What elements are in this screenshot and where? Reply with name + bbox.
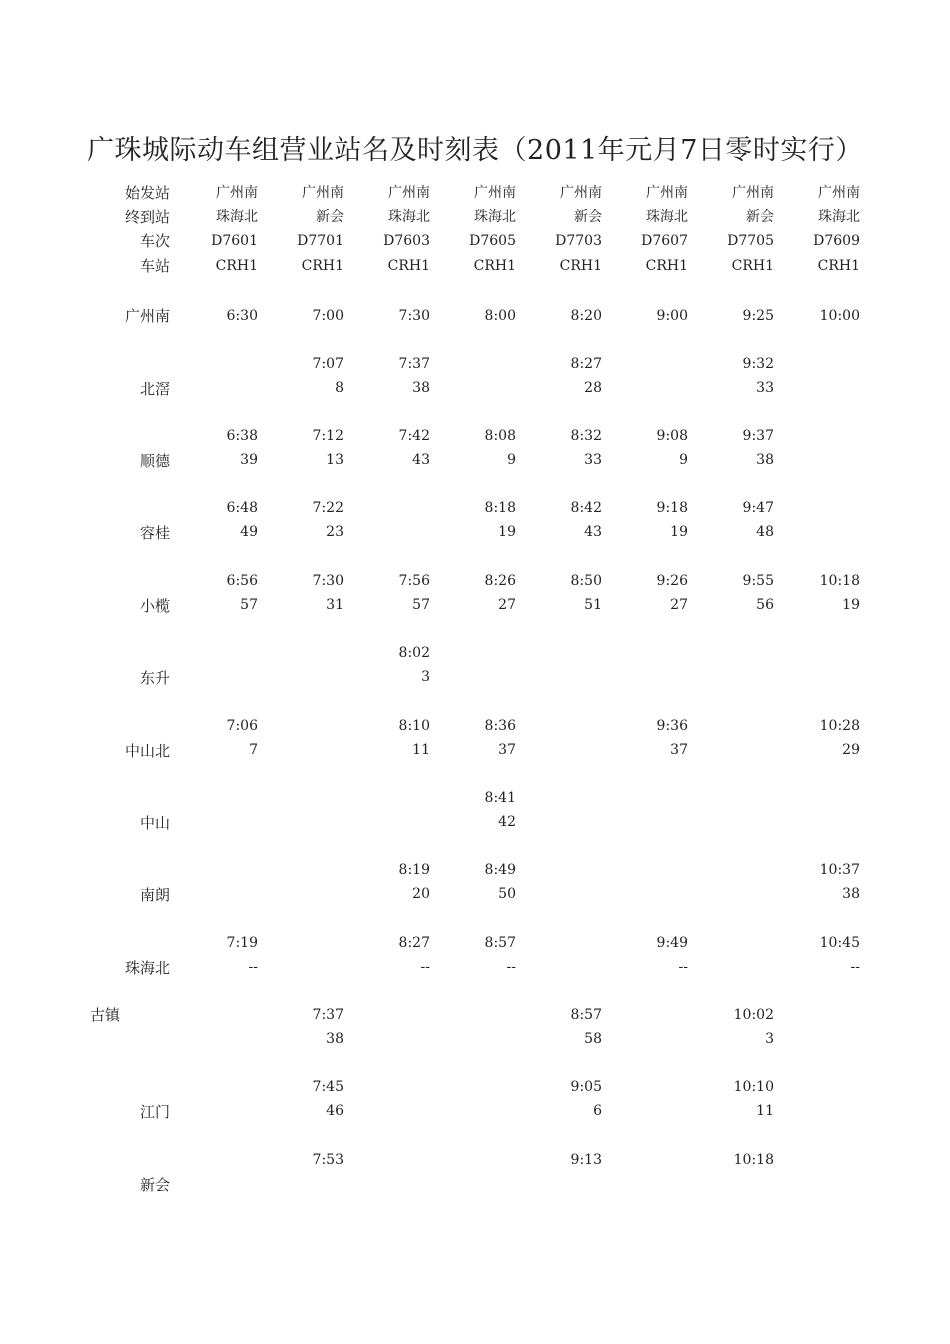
header-cell: CRH1 (215, 258, 258, 274)
arrival-time: 10:37 (819, 862, 860, 878)
header-cell: 新会 (316, 209, 344, 225)
departure-time: 43 (584, 524, 602, 540)
arrival-time: 9:37 (742, 428, 774, 444)
departure-time: 7:00 (312, 308, 344, 324)
header-cell: D7607 (641, 233, 688, 249)
header-cell: 珠海北 (388, 209, 430, 225)
header-cell: 广州南 (560, 185, 602, 201)
arrival-time: 8:41 (484, 790, 516, 806)
arrival-time: 8:02 (398, 645, 430, 661)
arrival-time: 10:18 (819, 573, 860, 589)
header-cell: 新会 (746, 209, 774, 225)
arrival-time: 8:36 (484, 718, 516, 734)
header-row-label: 始发站 (124, 184, 170, 202)
arrival-time: 7:07 (312, 356, 344, 372)
header-cell: 广州南 (216, 185, 258, 201)
station-name: 中山北 (124, 742, 170, 760)
header-cell: D7603 (383, 233, 430, 249)
station-name: 东升 (139, 669, 170, 687)
header-cell: 广州南 (818, 185, 860, 201)
departure-time: 11 (412, 742, 430, 758)
departure-time: 3 (421, 669, 430, 685)
departure-time: 28 (584, 380, 602, 396)
arrival-time: 10:02 (733, 1007, 774, 1023)
header-cell: 广州南 (302, 185, 344, 201)
departure-time: 57 (240, 597, 258, 613)
arrival-time: 8:27 (570, 356, 602, 372)
header-cell: CRH1 (645, 258, 688, 274)
station-name: 小榄 (139, 597, 170, 615)
departure-time: 20 (412, 886, 430, 902)
arrival-time: 10:28 (819, 718, 860, 734)
departure-time: 19 (842, 597, 860, 613)
departure-time: 23 (326, 524, 344, 540)
arrival-time: 8:19 (398, 862, 430, 878)
departure-time: 27 (670, 597, 688, 613)
arrival-time: 8:18 (484, 500, 516, 516)
departure-time: 38 (412, 380, 430, 396)
arrival-time: 7:30 (312, 573, 344, 589)
arrival-time: 8:42 (570, 500, 602, 516)
departure-time: 9:00 (656, 308, 688, 324)
departure-time: 58 (584, 1031, 602, 1047)
arrival-time: 7:22 (312, 500, 344, 516)
arrival-time: 8:27 (398, 935, 430, 951)
departure-time: 38 (326, 1031, 344, 1047)
departure-time: 8 (335, 380, 344, 396)
departure-time: 6 (593, 1103, 602, 1119)
station-name: 广州南 (124, 307, 170, 325)
arrival-time: 9:49 (656, 935, 688, 951)
departure-time: -- (850, 959, 860, 975)
station-name: 顺德 (139, 452, 170, 470)
header-cell: D7703 (555, 233, 602, 249)
station-name: 古镇 (90, 1006, 121, 1024)
departure-time: 42 (498, 814, 516, 830)
station-name: 北滘 (139, 380, 170, 398)
departure-time: 6:30 (226, 308, 258, 324)
arrival-time: 9:13 (570, 1152, 602, 1168)
arrival-time: 7:19 (226, 935, 258, 951)
departure-time: 39 (240, 452, 258, 468)
departure-time: 3 (765, 1031, 774, 1047)
arrival-time: 9:26 (656, 573, 688, 589)
arrival-time: 10:10 (733, 1079, 774, 1095)
departure-time: 49 (240, 524, 258, 540)
header-cell: CRH1 (817, 258, 860, 274)
station-name: 中山 (139, 814, 170, 832)
station-name: 容桂 (139, 524, 170, 542)
header-cell: D7705 (727, 233, 774, 249)
arrival-time: 8:57 (484, 935, 516, 951)
header-cell: CRH1 (387, 258, 430, 274)
arrival-time: 7:42 (398, 428, 430, 444)
header-cell: 广州南 (646, 185, 688, 201)
header-cell: D7605 (469, 233, 516, 249)
header-cell: 广州南 (732, 185, 774, 201)
arrival-time: 8:08 (484, 428, 516, 444)
arrival-time: 9:55 (742, 573, 774, 589)
arrival-time: 6:48 (226, 500, 258, 516)
arrival-time: 7:53 (312, 1152, 344, 1168)
arrival-time: 9:08 (656, 428, 688, 444)
departure-time: 8:20 (570, 308, 602, 324)
header-cell: CRH1 (473, 258, 516, 274)
arrival-time: 8:57 (570, 1007, 602, 1023)
departure-time: 19 (670, 524, 688, 540)
arrival-time: 8:26 (484, 573, 516, 589)
arrival-time: 6:38 (226, 428, 258, 444)
departure-time: 7:30 (398, 308, 430, 324)
departure-time: -- (248, 959, 258, 975)
departure-time: 37 (498, 742, 516, 758)
header-cell: CRH1 (731, 258, 774, 274)
departure-time: 38 (842, 886, 860, 902)
arrival-time: 10:18 (733, 1152, 774, 1168)
station-name: 江门 (139, 1103, 170, 1121)
departure-time: 11 (756, 1103, 774, 1119)
departure-time: 43 (412, 452, 430, 468)
station-name: 珠海北 (124, 959, 170, 977)
departure-time: 9:25 (742, 308, 774, 324)
departure-time: 8:00 (484, 308, 516, 324)
header-cell: 珠海北 (646, 209, 688, 225)
arrival-time: 9:36 (656, 718, 688, 734)
departure-time: 48 (756, 524, 774, 540)
departure-time: 10:00 (819, 308, 860, 324)
header-cell: 广州南 (474, 185, 516, 201)
arrival-time: 7:37 (312, 1007, 344, 1023)
header-cell: D7609 (813, 233, 860, 249)
header-cell: 珠海北 (216, 209, 258, 225)
departure-time: 37 (670, 742, 688, 758)
arrival-time: 9:18 (656, 500, 688, 516)
arrival-time: 7:37 (398, 356, 430, 372)
departure-time: 38 (756, 452, 774, 468)
departure-time: 50 (498, 886, 516, 902)
departure-time: 9 (507, 452, 516, 468)
arrival-time: 8:10 (398, 718, 430, 734)
header-cell: CRH1 (559, 258, 602, 274)
departure-time: -- (506, 959, 516, 975)
arrival-time: 10:45 (819, 935, 860, 951)
header-cell: CRH1 (301, 258, 344, 274)
departure-time: 31 (326, 597, 344, 613)
header-cell: 新会 (574, 209, 602, 225)
arrival-time: 9:47 (742, 500, 774, 516)
departure-time: 57 (412, 597, 430, 613)
arrival-time: 7:56 (398, 573, 430, 589)
departure-time: 13 (326, 452, 344, 468)
header-row-label: 车站 (139, 257, 170, 275)
departure-time: 27 (498, 597, 516, 613)
departure-time: 7 (249, 742, 258, 758)
station-name: 新会 (139, 1176, 170, 1194)
arrival-time: 8:32 (570, 428, 602, 444)
departure-time: 33 (756, 380, 774, 396)
arrival-time: 8:50 (570, 573, 602, 589)
station-name: 南朗 (139, 886, 170, 904)
departure-time: 56 (756, 597, 774, 613)
header-row-label: 车次 (139, 232, 170, 250)
arrival-time: 9:05 (570, 1079, 602, 1095)
departure-time: 51 (584, 597, 602, 613)
header-row-label: 终到站 (124, 208, 170, 226)
departure-time: -- (420, 959, 430, 975)
page-title: 广珠城际动车组营业站名及时刻表（2011年元月7日零时实行） (87, 135, 863, 166)
departure-time: 19 (498, 524, 516, 540)
departure-time: 33 (584, 452, 602, 468)
arrival-time: 7:45 (312, 1079, 344, 1095)
arrival-time: 9:32 (742, 356, 774, 372)
departure-time: 46 (326, 1103, 344, 1119)
arrival-time: 8:49 (484, 862, 516, 878)
header-cell: D7701 (297, 233, 344, 249)
departure-time: 29 (842, 742, 860, 758)
arrival-time: 7:06 (226, 718, 258, 734)
header-cell: 珠海北 (474, 209, 516, 225)
arrival-time: 6:56 (226, 573, 258, 589)
departure-time: -- (678, 959, 688, 975)
arrival-time: 7:12 (312, 428, 344, 444)
header-cell: D7601 (211, 233, 258, 249)
departure-time: 9 (679, 452, 688, 468)
header-cell: 广州南 (388, 185, 430, 201)
header-cell: 珠海北 (818, 209, 860, 225)
